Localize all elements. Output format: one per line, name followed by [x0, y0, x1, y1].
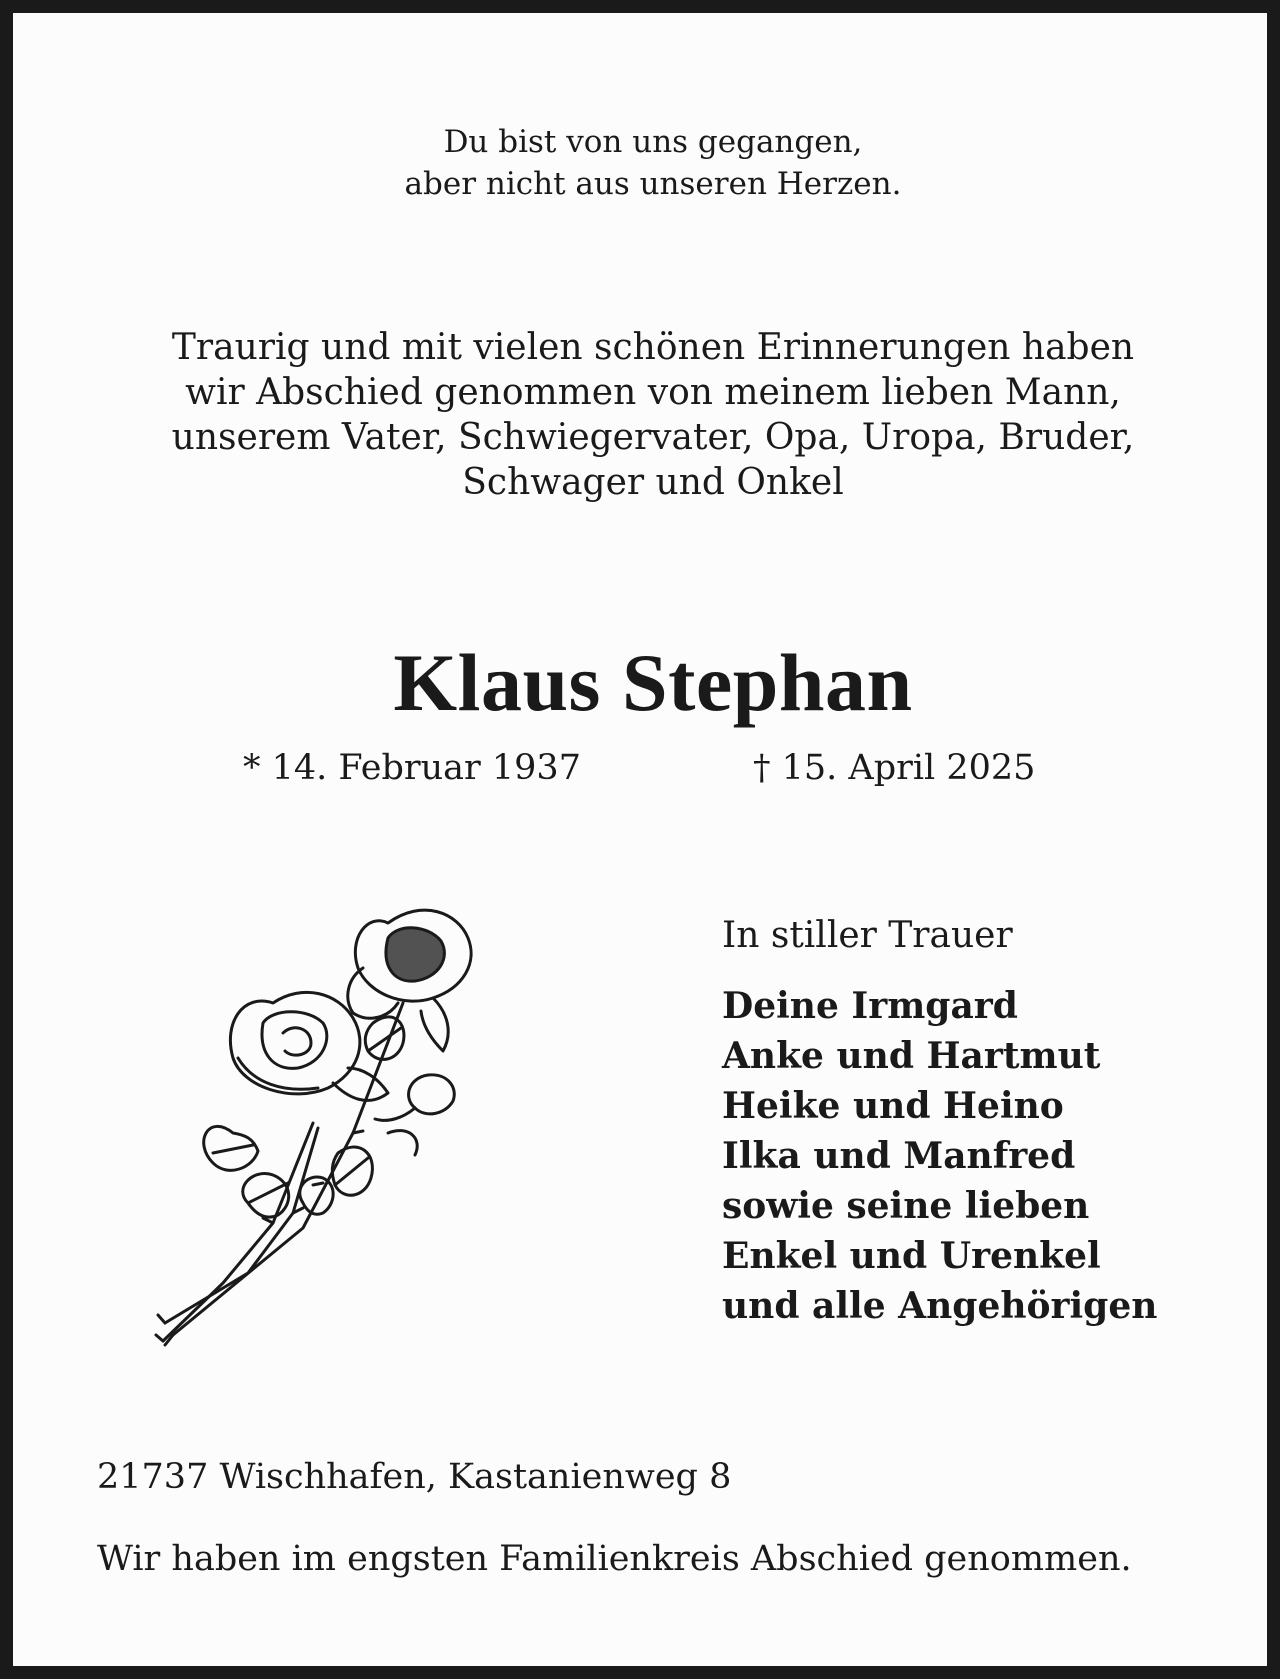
death-date: † 15. April 2025 [753, 748, 1036, 788]
address: 21737 Wischhafen, Kastanienweg 8 [97, 1457, 732, 1497]
two-roses-icon [153, 883, 533, 1353]
intro-line-1: Traurig und mit vielen schönen Erinnerungen haben [171, 327, 1135, 368]
mourners-list [722, 981, 1157, 1331]
mourner-line: Deine Irmgard [722, 985, 1018, 1027]
closing-note: Wir haben im engsten Familienkreis Abschied genommen. [97, 1539, 1132, 1579]
motto-line-2: aber nicht aus unseren Herzen. [404, 166, 902, 202]
mourning-lead: In stiller Trauer [722, 915, 1013, 956]
mourner-line: Ilka und Manfred [722, 1135, 1076, 1177]
mourner-line: und alle Angehörigen [722, 1285, 1158, 1327]
intro-line-4: Schwager und Onkel [462, 462, 844, 503]
mourner-line: Enkel und Urenkel [722, 1235, 1101, 1277]
motto-line-1: Du bist von uns gegangen, [443, 124, 863, 160]
intro-line-2: wir Abschied genommen von meinem lieben Mann, [185, 372, 1121, 413]
deceased-name: Klaus Stephan [393, 637, 913, 728]
intro-text [13, 325, 1280, 505]
mourner-line: sowie seine lieben [722, 1185, 1090, 1227]
mourner-line: Anke und Hartmut [722, 1035, 1101, 1077]
mourner-line: Heike und Heino [722, 1085, 1064, 1127]
intro-line-3: unserem Vater, Schwiegervater, Opa, Uropa, Bruder, [171, 417, 1135, 458]
birth-date: * 14. Februar 1937 [243, 748, 581, 788]
motto [13, 121, 1280, 205]
